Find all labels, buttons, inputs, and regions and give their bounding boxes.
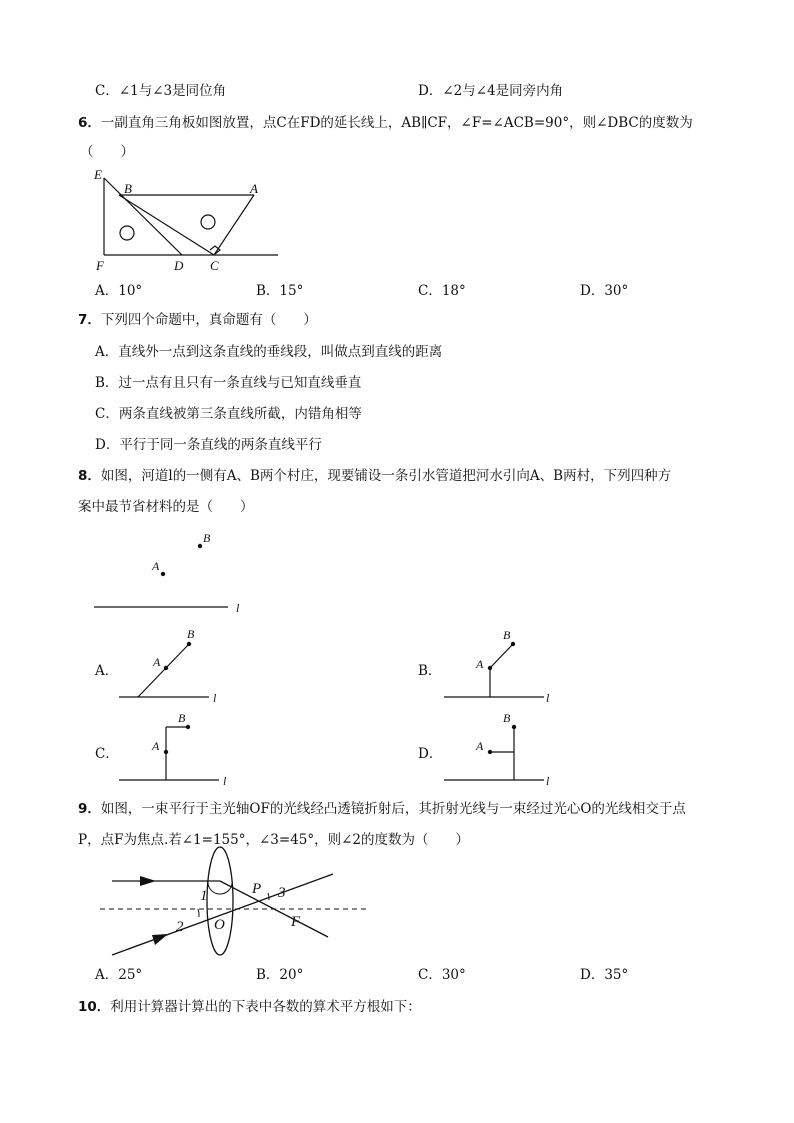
- svg-text:O: O: [214, 917, 225, 933]
- svg-text:1: 1: [200, 888, 208, 904]
- q8-option-d-figure: [440, 708, 560, 788]
- point-a: [161, 572, 165, 576]
- q6-option-a: A．10°: [95, 283, 143, 299]
- point-b: [198, 544, 202, 548]
- prev-option-c: C．∠1与∠3是同位角: [95, 83, 227, 99]
- label-f: F: [96, 258, 104, 273]
- svg-text:A: A: [476, 657, 484, 671]
- triangle-hole-left: [120, 226, 134, 240]
- question-number: 8．: [78, 468, 101, 484]
- q8-option-b-figure: [440, 626, 560, 706]
- svg-text:B: B: [503, 711, 511, 725]
- svg-text:P: P: [252, 881, 262, 897]
- label-c: C: [210, 258, 219, 273]
- question-number: 9．: [78, 801, 101, 817]
- prev-option-d: D．∠2与∠4是同旁内角: [418, 83, 564, 99]
- svg-text:B: B: [503, 628, 511, 642]
- edge-bc: [119, 195, 214, 255]
- question-text: 如图，河道l的一侧有A、B两个村庄，现要铺设一条引水管道把河水引向A、B两村，下列四种方: [100, 468, 672, 484]
- question-8-line2: 案中最节省材料的是（ ）: [78, 499, 254, 515]
- question-9-line2: P，点F为焦点.若∠1=155°，∠3=45°，则∠2的度数为（ ）: [78, 832, 470, 848]
- q8-option-c-figure: [115, 708, 225, 788]
- q9-option-a: A．25°: [95, 967, 143, 983]
- edge-ac: [214, 195, 254, 255]
- question-9: [78, 800, 686, 818]
- q6-figure: [90, 166, 290, 276]
- svg-text:A: A: [476, 739, 484, 753]
- q9-option-c: C．30°: [418, 967, 466, 983]
- svg-text:3: 3: [278, 885, 286, 901]
- label-a: A: [250, 181, 258, 196]
- question-text: 下列四个命题中，真命题有（ ）: [100, 312, 317, 328]
- label-d: D: [174, 258, 184, 273]
- q7-option-a: A．直线外一点到这条直线的垂线段，叫做点到直线的距离: [95, 344, 443, 360]
- label-b: B: [124, 181, 132, 196]
- svg-text:l: l: [546, 691, 550, 705]
- svg-text:l: l: [546, 774, 550, 788]
- question-6: [78, 114, 693, 132]
- q9-lens-figure: [98, 855, 378, 960]
- question-7: [78, 311, 317, 329]
- edge-ed: [104, 178, 182, 255]
- question-text: 一副直角三角板如图放置，点C在FD的延长线上，AB∥CF，∠F=∠ACB=90°，则∠DBC的度数为: [100, 115, 693, 131]
- q8-option-a-figure: [115, 626, 225, 706]
- question-number: 7．: [78, 312, 101, 328]
- convex-lens: [207, 847, 233, 955]
- triangle-hole-right: [201, 215, 215, 229]
- question-number: 6．: [78, 115, 101, 131]
- q7-option-b: B．过一点有且只有一条直线与已知直线垂直: [95, 375, 362, 391]
- svg-text:B: B: [178, 711, 186, 725]
- q7-option-d: D．平行于同一条直线的两条直线平行: [95, 437, 322, 453]
- svg-text:A: A: [153, 655, 161, 669]
- q8-option-d: D．: [418, 746, 443, 762]
- question-text: 如图，一束平行于主光轴OF的光线经凸透镜折射后，其折射光线与一束经过光心O的光线相交于点: [100, 801, 686, 817]
- q9-option-b: B．20°: [256, 967, 304, 983]
- q8-option-a: A．: [95, 663, 119, 679]
- question-8: [78, 467, 671, 485]
- label-e: E: [94, 167, 102, 182]
- q6-option-b: B．15°: [256, 283, 304, 299]
- q6-option-c: C．18°: [418, 283, 466, 299]
- q6-option-d: D．30°: [580, 283, 629, 299]
- svg-text:F: F: [291, 914, 301, 930]
- answer-blank: （ ）: [80, 144, 134, 160]
- q8-option-b: B．: [418, 663, 442, 679]
- svg-text:B: B: [187, 627, 195, 641]
- question-10: [78, 998, 421, 1016]
- svg-text:l: l: [213, 691, 217, 705]
- question-number: 10．: [78, 999, 111, 1015]
- svg-text:A: A: [152, 559, 160, 573]
- q8-main-figure: [90, 528, 260, 618]
- q7-option-c: C．两条直线被第三条直线所截，内错角相等: [95, 406, 362, 422]
- question-text: 利用计算器计算出的下表中各数的算术平方根如下：: [110, 999, 421, 1015]
- svg-text:l: l: [223, 774, 227, 788]
- q9-option-d: D．35°: [580, 967, 629, 983]
- svg-text:2: 2: [176, 919, 184, 935]
- q8-option-c: C．: [95, 746, 119, 762]
- svg-text:l: l: [236, 601, 240, 615]
- svg-text:A: A: [152, 739, 160, 753]
- svg-text:B: B: [203, 531, 211, 545]
